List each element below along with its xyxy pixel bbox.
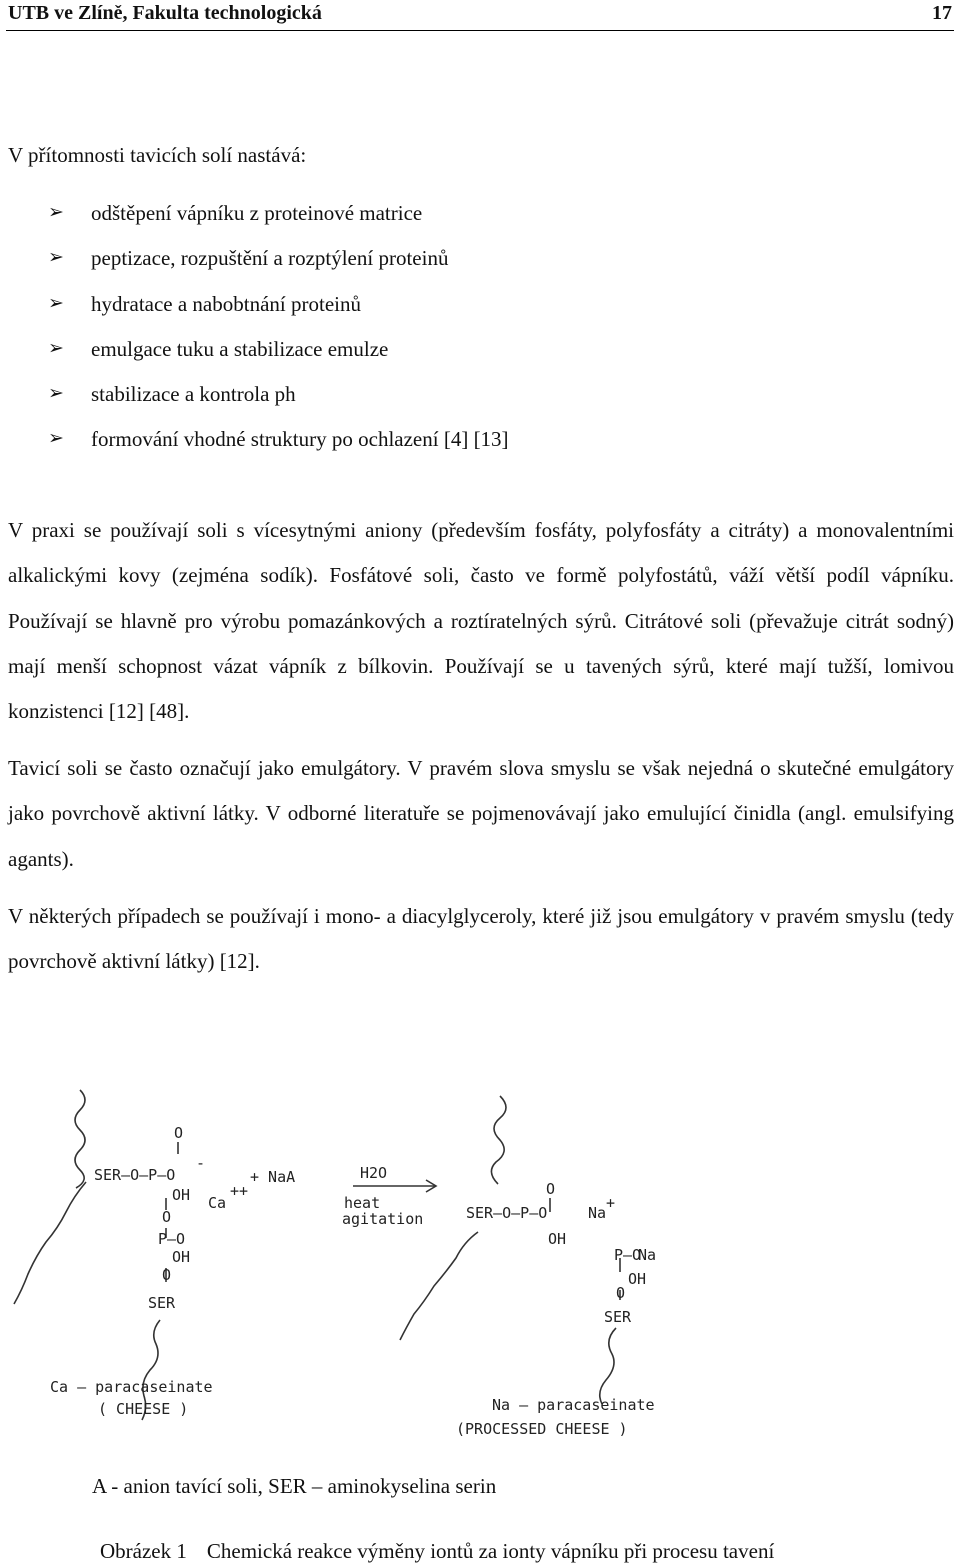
protein-chain-right-c <box>600 1328 616 1404</box>
sodium-ion-1: Na <box>588 1204 607 1222</box>
figure-caption <box>100 1539 774 1564</box>
oh-left-2: OH <box>172 1248 191 1266</box>
arrow-heat-label: heat <box>344 1194 381 1212</box>
arrow-bullet-icon: ➢ <box>48 202 64 223</box>
ser-top-right: SER–O–P–O <box>466 1204 548 1222</box>
list-item: ➢ peptizace, rozpuštění a rozptýlení proteinů <box>48 243 509 288</box>
intro-text: V přítomnosti tavicích solí nastává: <box>8 143 307 167</box>
protein-chain-left-a <box>75 1090 85 1188</box>
ser-top-left: SER–O–P–O <box>94 1166 176 1184</box>
figure-caption-label: Obrázek 1 <box>100 1539 187 1563</box>
paragraph-glycerols: V některých případech se používají i mono- a diacylglyceroly, které již jsou emulgátory v pravém smyslu (tedy povrchově aktivní látky) [12]. <box>8 904 954 974</box>
list-item: ➢ emulgace tuku a stabilizace emulze <box>48 334 509 379</box>
protein-chain-right-a <box>491 1096 506 1184</box>
charge-plus-right: + <box>606 1194 616 1212</box>
protein-chain-right-b <box>400 1232 478 1340</box>
ser-low-right: SER <box>604 1308 632 1326</box>
list-item: ➢ hydratace a nabobtnání proteinů <box>48 289 509 334</box>
calcium-charge: ++ <box>230 1182 249 1200</box>
oxygen-mid-left: O <box>162 1208 172 1226</box>
left-label-1: Ca – paracaseinate <box>50 1378 213 1396</box>
reaction-figure <box>8 1062 658 1447</box>
arrow-bullet-icon: ➢ <box>48 292 64 314</box>
oh-right-1: OH <box>548 1230 567 1248</box>
arrow-bullet-icon: ➢ <box>48 247 64 269</box>
arrow-bullet-icon: ➢ <box>48 428 64 450</box>
paragraph-emulsifiers: Tavicí soli se často označují jako emulgátory. V pravém slova smyslu se však nejedná o skutečné emulgátory jako povrchově aktivní látky. V odborné literatuře se pojmenovávají jako emulující činidla (angl. emulsifying agants). <box>8 756 954 871</box>
arrow-bullet-icon: ➢ <box>48 383 64 405</box>
phosphate-mid-left: P–O <box>158 1230 186 1248</box>
oxygen-low-left: O <box>162 1266 172 1284</box>
reagent-naa: + NaA <box>250 1168 296 1186</box>
sodium-ion-2: Na <box>637 1246 656 1264</box>
protein-chain-left-b <box>14 1182 86 1304</box>
oh-left-1: OH <box>172 1186 191 1204</box>
oxygen-top-left: O <box>174 1124 184 1142</box>
page-header <box>6 0 954 31</box>
arrow-agitation-label: agitation <box>342 1210 424 1228</box>
list-item: ➢ odštěpení vápníku z proteinové matrice <box>48 198 509 243</box>
ser-low-left: SER <box>148 1294 176 1312</box>
oxygen-low-right: O <box>616 1284 626 1302</box>
phosphate-mid-right: P–O <box>614 1246 642 1264</box>
page-number: 17 <box>932 2 952 24</box>
arrow-bullet-icon: ➢ <box>48 337 64 359</box>
right-label-1: Na – paracaseinate <box>492 1396 655 1414</box>
calcium-ion: Ca <box>208 1194 227 1212</box>
figure-caption-text: Chemická reakce výměny iontů za ionty vápníku při procesu tavení <box>206 1539 775 1563</box>
oh-right-2: OH <box>628 1270 647 1288</box>
paragraph-salts: V praxi se používají soli s vícesytnými aniony (především fosfáty, polyfosfáty a citráty) a monovalentními alkalickými kovy (zejména sodík). Fosfátové soli, často ve formě polyfostátů, váží větší podíl vápníku. Používají se hlavně pro výrobu pomazánkových a roztíratelných sýrů. Citrátové soli (převažuje citrát sodný) mají menší schopnost vázat vápník z bílkovin. Používají se u tavených sýrů, které mají tužší, lomivou konzistenci [12] [48]. <box>8 518 954 724</box>
figure-legend: A - anion tavící soli, SER – aminokyselina serin <box>92 1474 497 1498</box>
arrow-top-label: H2O <box>360 1164 388 1182</box>
bullet-list <box>48 198 509 470</box>
right-label-2: (PROCESSED CHEESE ) <box>456 1420 628 1438</box>
list-item: ➢ formování vhodné struktury po ochlazení [4] [13] <box>48 424 509 469</box>
list-item: ➢ stabilizace a kontrola ph <box>48 379 509 424</box>
charge-minus-left: - <box>196 1154 206 1172</box>
left-label-2: ( CHEESE ) <box>98 1400 189 1418</box>
oxygen-top-right: O <box>546 1180 556 1198</box>
header-title: UTB ve Zlíně, Fakulta technologická <box>8 2 322 24</box>
